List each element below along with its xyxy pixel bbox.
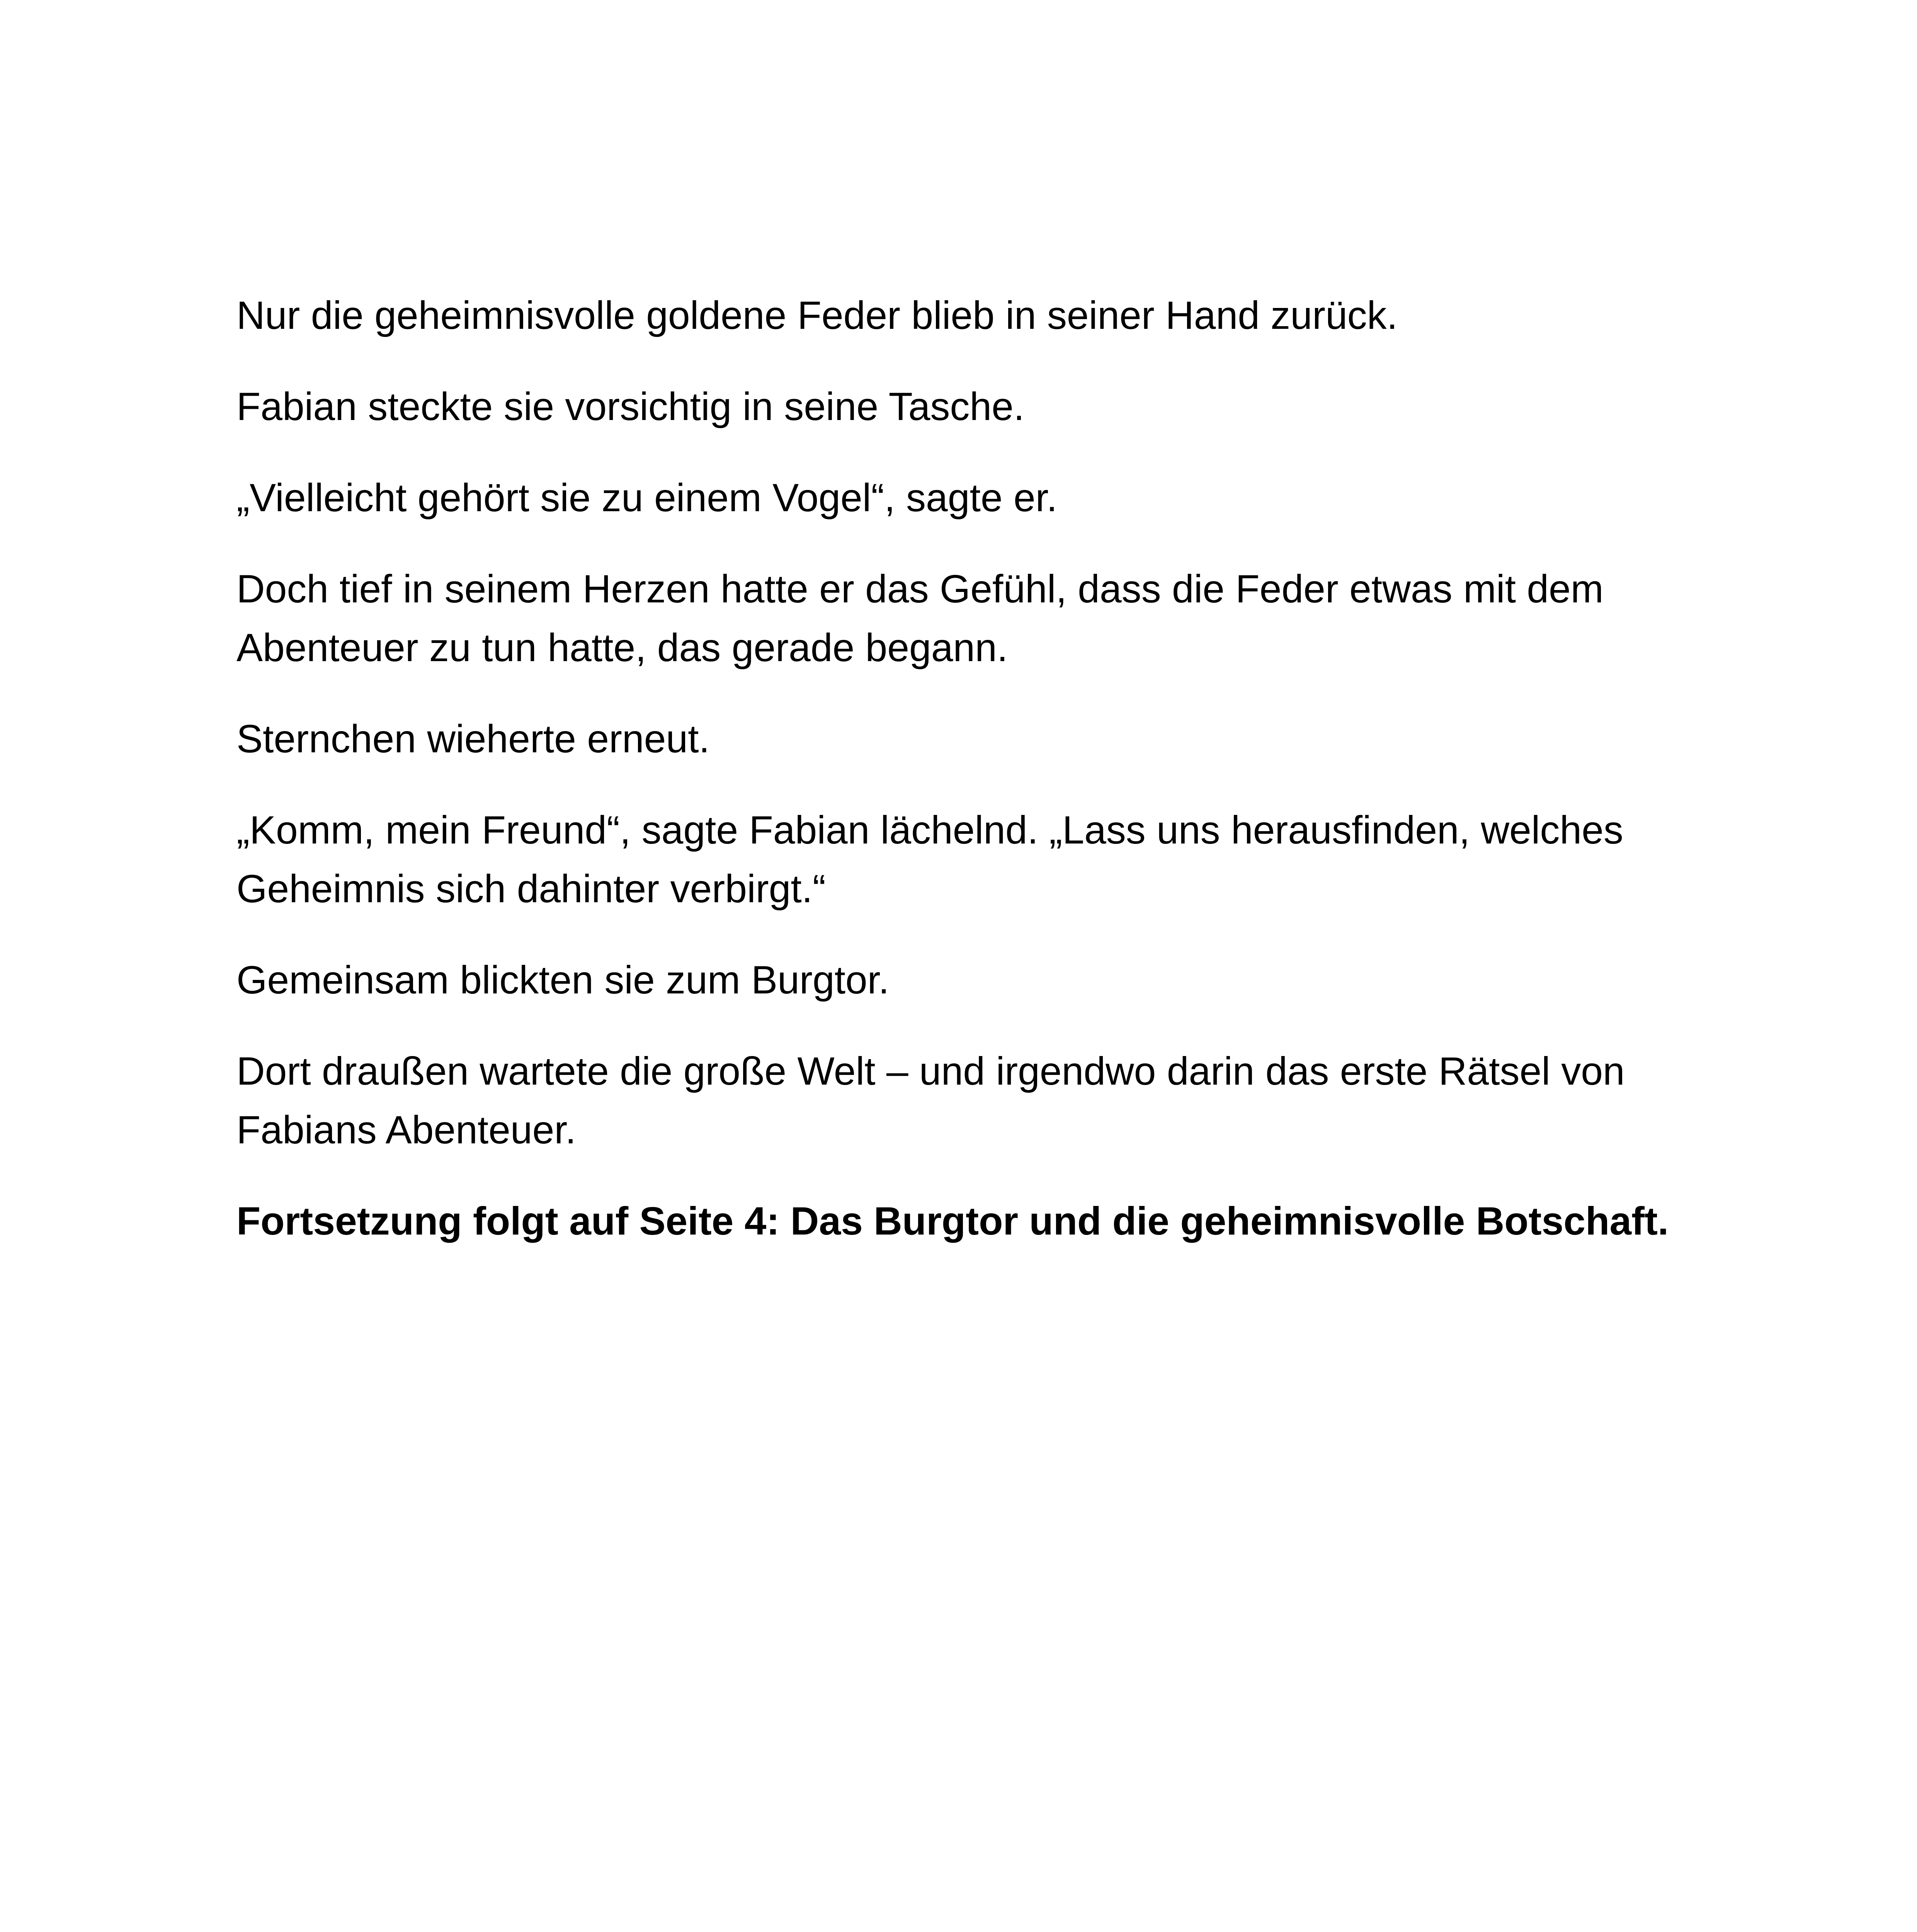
continuation-note: Fortsetzung folgt auf Seite 4: Das Burgtor und die geheimnisvolle Botschaft. xyxy=(236,1199,1669,1243)
paragraph: Fabian steckte sie vorsichtig in seine Tasche. xyxy=(236,384,1025,429)
paragraph: „Vielleicht gehört sie zu einem Vogel“, sagte er. xyxy=(236,476,1058,520)
paragraph: Dort draußen wartete die große Welt – und irgendwo darin das erste Rätsel von Fabians Abenteuer. xyxy=(236,1049,1625,1152)
paragraph: Gemeinsam blickten sie zum Burgtor. xyxy=(236,958,890,1002)
paragraph: Nur die geheimnisvolle goldene Feder blieb in seiner Hand zurück. xyxy=(236,293,1398,337)
paragraph: Doch tief in seinem Herzen hatte er das Gefühl, dass die Feder etwas mit dem Abenteuer zu tun hatte, das gerade begann. xyxy=(236,567,1604,670)
document-body xyxy=(236,286,1689,1283)
paragraph: Sternchen wieherte erneut. xyxy=(236,717,710,761)
paragraph: „Komm, mein Freund“, sagte Fabian lächelnd. „Lass uns herausfinden, welches Geheimnis sich dahinter verbirgt.“ xyxy=(236,808,1623,911)
